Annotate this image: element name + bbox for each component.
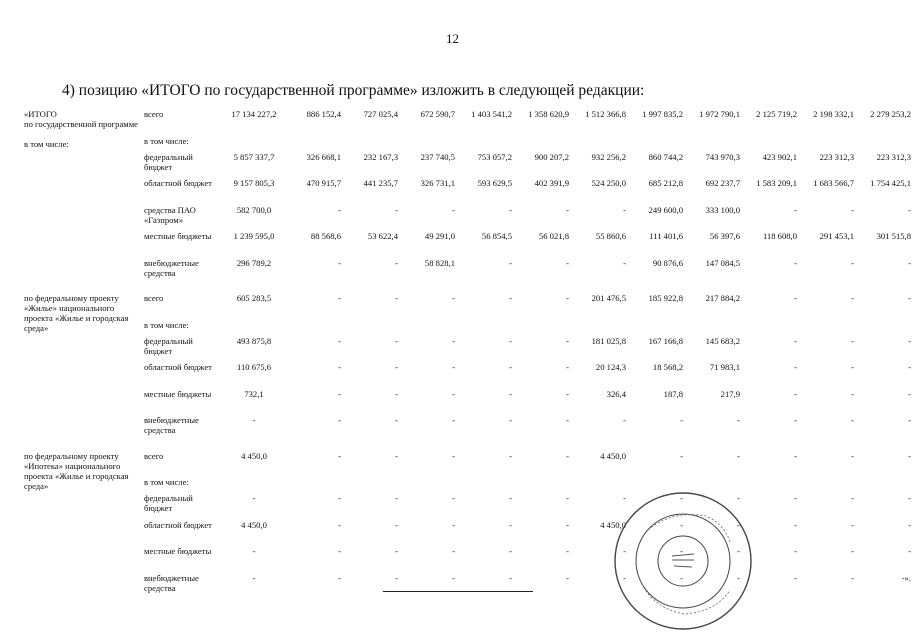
year-amount-cell: - — [851, 388, 854, 399]
amendment-heading: 4) позицию «ИТОГО по государственной программе» изложить в следующей редакции: — [62, 82, 645, 99]
year-amount-cell: - — [908, 415, 911, 425]
table-row — [24, 178, 913, 205]
year-amount-cell: - — [851, 293, 854, 303]
year-amount-cell: - — [680, 450, 683, 461]
year-amount-cell: 4 450,0 — [600, 450, 626, 461]
table-row — [24, 493, 913, 520]
year-amount-cell: - — [851, 204, 854, 215]
total-amount-cell — [222, 320, 286, 336]
year-amount-cell: 185 922,8 — [648, 293, 683, 303]
year-amount-cell: - — [908, 257, 911, 268]
year-amount-cell: 56 021,8 — [538, 231, 569, 241]
year-amount-cell: 223 312,3 — [876, 151, 911, 162]
total-amount-cell: - — [252, 572, 256, 583]
year-amount-cell: 56 854,5 — [481, 231, 512, 241]
year-amount-cell — [286, 320, 343, 336]
funding-source-label: федеральный бюджет — [144, 151, 193, 172]
funding-source-label: всего — [144, 109, 164, 119]
year-amount-cell: 53 622,4 — [367, 231, 398, 241]
year-amount-cell — [400, 136, 457, 152]
year-amount-cell: - — [908, 493, 911, 503]
year-amount-cell: - — [623, 546, 626, 556]
year-amount-cell: - — [395, 493, 398, 503]
year-amount-cell: 147 084,5 — [705, 257, 740, 268]
year-amount-cell: - — [338, 493, 341, 503]
year-amount-cell: - — [338, 204, 341, 215]
total-amount-cell: - — [252, 415, 256, 425]
total-amount-cell: 110 675,6 — [236, 362, 272, 372]
year-amount-cell: - — [794, 546, 797, 556]
year-amount-cell — [799, 477, 856, 493]
year-amount-cell: -». — [901, 572, 911, 583]
year-amount-cell: - — [737, 546, 740, 556]
year-amount-cell: - — [566, 415, 569, 425]
year-amount-cell: 1 583 209,1 — [756, 178, 797, 188]
signature-line — [383, 591, 533, 592]
year-amount-cell: - — [566, 519, 569, 530]
table-row — [24, 520, 913, 547]
year-amount-cell: - — [794, 362, 797, 372]
year-amount-cell — [799, 136, 856, 152]
year-amount-cell: 1 972 790,1 — [699, 109, 740, 119]
section-spacer — [24, 284, 913, 293]
year-amount-cell — [628, 320, 685, 336]
year-amount-cell: - — [908, 204, 911, 215]
year-amount-cell: - — [338, 450, 341, 461]
year-amount-cell: - — [623, 493, 626, 503]
year-amount-cell: - — [509, 546, 512, 556]
year-amount-cell: 1 754 425,1 — [870, 178, 911, 188]
year-amount-cell: 223 312,3 — [819, 151, 854, 162]
year-amount-cell: - — [338, 388, 341, 399]
year-amount-cell — [457, 477, 514, 493]
table-row — [24, 477, 913, 493]
year-amount-cell — [514, 320, 571, 336]
year-amount-cell: - — [566, 572, 569, 583]
total-amount-cell: 582 700,0 — [236, 204, 272, 215]
year-amount-cell — [343, 477, 400, 493]
year-amount-cell: 249 600,0 — [648, 204, 683, 215]
year-amount-cell: 201 476,5 — [591, 293, 626, 303]
year-amount-cell: - — [509, 257, 512, 268]
total-amount-cell: 493 875,8 — [236, 335, 272, 346]
year-amount-cell: - — [509, 415, 512, 425]
year-amount-cell: - — [851, 519, 854, 530]
funding-source-label: областной бюджет — [144, 178, 212, 188]
year-amount-cell: - — [737, 450, 740, 461]
year-amount-cell — [400, 320, 457, 336]
year-amount-cell: - — [680, 519, 683, 530]
year-amount-cell: - — [452, 493, 455, 503]
year-amount-cell: - — [566, 493, 569, 503]
year-amount-cell: - — [737, 493, 740, 503]
table-row — [24, 231, 913, 258]
year-amount-cell: - — [338, 293, 341, 303]
year-amount-cell: - — [566, 546, 569, 556]
year-amount-cell: 326,4 — [606, 388, 626, 399]
table-row — [24, 152, 913, 179]
year-amount-cell — [286, 477, 343, 493]
table-row — [24, 389, 913, 416]
year-amount-cell: 593 629,5 — [477, 178, 512, 188]
year-amount-cell: - — [851, 572, 854, 583]
year-amount-cell: - — [452, 388, 455, 399]
total-amount-cell: 732,1 — [244, 388, 264, 399]
year-amount-cell: 470 915,7 — [306, 178, 341, 188]
year-amount-cell: - — [680, 415, 683, 425]
year-amount-cell: - — [452, 572, 455, 583]
year-amount-cell: - — [395, 362, 398, 372]
funding-source-label: всего — [144, 293, 164, 303]
year-amount-cell: 1 997 835,2 — [642, 109, 683, 119]
total-amount-cell: 4 450,0 — [241, 450, 267, 461]
year-amount-cell: - — [395, 546, 398, 556]
year-amount-cell: - — [338, 335, 341, 346]
year-amount-cell: - — [452, 546, 455, 556]
table-row — [24, 336, 913, 363]
year-amount-cell: 692 237,7 — [705, 178, 740, 188]
year-amount-cell: - — [338, 519, 341, 530]
year-amount-cell: 237 740,5 — [420, 151, 455, 162]
year-amount-cell: 145 683,2 — [705, 335, 740, 346]
year-amount-cell: 217,9 — [720, 388, 740, 399]
year-amount-cell: - — [509, 335, 512, 346]
year-amount-cell: - — [509, 388, 512, 399]
year-amount-cell: - — [794, 415, 797, 425]
year-amount-cell — [685, 320, 742, 336]
year-amount-cell: - — [794, 204, 797, 215]
year-amount-cell — [514, 136, 571, 152]
year-amount-cell: - — [908, 388, 911, 399]
total-amount-cell: 17 134 227,2 — [231, 109, 277, 119]
year-amount-cell: - — [566, 335, 569, 346]
year-amount-cell — [742, 320, 799, 336]
funding-source-label: местные бюджеты — [144, 231, 212, 241]
year-amount-cell: 886 152,4 — [306, 109, 341, 119]
year-amount-cell: 56 397,6 — [709, 231, 740, 241]
year-amount-cell: 423 902,1 — [762, 151, 797, 162]
year-amount-cell: - — [338, 257, 341, 268]
year-amount-cell: - — [680, 546, 683, 556]
year-amount-cell: - — [566, 362, 569, 372]
year-amount-cell: - — [452, 204, 455, 215]
year-amount-cell: - — [395, 388, 398, 399]
year-amount-cell: - — [566, 257, 569, 268]
year-amount-cell: - — [794, 572, 797, 583]
year-amount-cell: 860 744,2 — [648, 151, 683, 162]
year-amount-cell: - — [737, 415, 740, 425]
year-amount-cell: - — [566, 293, 569, 303]
year-amount-cell: 58 828,1 — [424, 257, 455, 268]
protocol-department-stamp — [612, 490, 754, 632]
year-amount-cell: - — [566, 450, 569, 461]
total-amount-cell: 296 789,2 — [236, 257, 272, 268]
year-amount-cell: 441 235,7 — [363, 178, 398, 188]
year-amount-cell: 301 515,8 — [876, 231, 911, 241]
year-amount-cell: 2 125 719,2 — [756, 109, 797, 119]
year-amount-cell: - — [908, 519, 911, 530]
year-amount-cell: - — [737, 519, 740, 530]
year-amount-cell: - — [623, 257, 626, 268]
year-amount-cell: 291 453,1 — [819, 231, 854, 241]
year-amount-cell: - — [452, 519, 455, 530]
year-amount-cell: - — [908, 546, 911, 556]
year-amount-cell: - — [851, 335, 854, 346]
table-row — [24, 136, 913, 152]
page-number: 12 — [446, 31, 459, 46]
year-amount-cell: 71 983,1 — [709, 362, 740, 372]
year-amount-cell: - — [452, 362, 455, 372]
year-amount-cell: - — [509, 450, 512, 461]
table-row — [24, 362, 913, 389]
program-funding-table — [24, 109, 913, 599]
year-amount-cell — [628, 136, 685, 152]
year-amount-cell — [571, 320, 628, 336]
table-row — [24, 293, 913, 320]
year-amount-cell: - — [509, 493, 512, 503]
year-amount-cell: 90 876,6 — [652, 257, 683, 268]
year-amount-cell: - — [623, 415, 626, 425]
funding-source-label: областной бюджет — [144, 362, 212, 372]
year-amount-cell — [856, 477, 913, 493]
year-amount-cell: - — [908, 335, 911, 346]
total-amount-cell: 9 157 805,3 — [233, 178, 275, 188]
year-amount-cell: - — [737, 572, 740, 583]
year-amount-cell: - — [509, 293, 512, 303]
year-amount-cell: 672 590,7 — [420, 109, 455, 119]
funding-source-label: местные бюджеты — [144, 388, 212, 399]
year-amount-cell: - — [338, 362, 341, 372]
year-amount-cell: - — [509, 362, 512, 372]
total-amount-cell: 5 857 337,7 — [233, 151, 275, 162]
year-amount-cell: 187,8 — [663, 388, 683, 399]
year-amount-cell: - — [908, 293, 911, 303]
section-name: «ИТОГО по государственной программе в том числе: — [24, 109, 138, 149]
year-amount-cell: - — [794, 519, 797, 530]
table-row — [24, 451, 913, 478]
funding-source-label: внебюджетные средства — [144, 415, 199, 435]
year-amount-cell: - — [566, 388, 569, 399]
year-amount-cell: 217 884,2 — [705, 293, 740, 303]
year-amount-cell: 743 970,3 — [705, 151, 740, 162]
year-amount-cell: - — [851, 415, 854, 425]
year-amount-cell: - — [395, 415, 398, 425]
year-amount-cell: 181 025,8 — [591, 335, 626, 346]
table-row — [24, 258, 913, 285]
funding-source-label: федеральный бюджет — [144, 335, 193, 356]
year-amount-cell: - — [395, 257, 398, 268]
year-amount-cell: 524 250,0 — [591, 178, 626, 188]
year-amount-cell: 402 391,9 — [534, 178, 569, 188]
table-row — [24, 415, 913, 442]
year-amount-cell: - — [851, 362, 854, 372]
total-amount-cell — [222, 477, 286, 493]
funding-source-label: федеральный бюджет — [144, 493, 193, 513]
year-amount-cell — [343, 136, 400, 152]
funding-source-label: всего — [144, 450, 164, 461]
table-row — [24, 546, 913, 573]
year-amount-cell — [799, 320, 856, 336]
year-amount-cell: 232 167,3 — [363, 151, 398, 162]
funding-source-label: внебюджетные средства — [144, 572, 199, 593]
year-amount-cell: 167 166,8 — [648, 335, 683, 346]
year-amount-cell: - — [395, 450, 398, 461]
table-row — [24, 573, 913, 600]
year-amount-cell: 326 731,1 — [420, 178, 455, 188]
total-amount-cell: 4 450,0 — [241, 519, 267, 530]
year-amount-cell: 55 860,6 — [595, 231, 626, 241]
year-amount-cell: - — [395, 572, 398, 583]
year-amount-cell: 1 403 541,2 — [471, 109, 512, 119]
year-amount-cell: 1 683 566,7 — [813, 178, 854, 188]
year-amount-cell: - — [794, 335, 797, 346]
year-amount-cell: 1 358 620,9 — [528, 109, 569, 119]
year-amount-cell — [286, 136, 343, 152]
year-amount-cell — [457, 136, 514, 152]
funding-source-label: местные бюджеты — [144, 546, 212, 556]
year-amount-cell — [571, 136, 628, 152]
year-amount-cell: 900 207,2 — [534, 151, 569, 162]
year-amount-cell: 326 668,1 — [306, 151, 341, 162]
year-amount-cell: - — [395, 519, 398, 530]
year-amount-cell: 18 568,2 — [652, 362, 683, 372]
year-amount-cell — [400, 477, 457, 493]
year-amount-cell: - — [794, 450, 797, 461]
year-amount-cell — [343, 320, 400, 336]
year-amount-cell: - — [452, 293, 455, 303]
year-amount-cell: - — [566, 204, 569, 215]
year-amount-cell — [514, 477, 571, 493]
year-amount-cell: - — [851, 546, 854, 556]
year-amount-cell: - — [908, 362, 911, 372]
year-amount-cell: - — [452, 450, 455, 461]
section-name: по федеральному проекту «Ипотека» национального проекта «Жилье и городская среда» — [24, 450, 129, 491]
year-amount-cell: 2 198 332,1 — [813, 109, 854, 119]
year-amount-cell: - — [680, 572, 683, 583]
year-amount-cell: 1 512 366,8 — [585, 109, 626, 119]
year-amount-cell: - — [338, 546, 341, 556]
year-amount-cell: 727 025,4 — [363, 109, 398, 119]
year-amount-cell — [856, 320, 913, 336]
year-amount-cell: 49 291,0 — [424, 231, 455, 241]
funding-source-label: областной бюджет — [144, 519, 212, 530]
year-amount-cell: - — [509, 572, 512, 583]
section-name: по федеральному проекту «Жилье» национального проекта «Жилье и городская среда» — [24, 293, 129, 333]
year-amount-cell: 2 279 253,2 — [870, 109, 911, 119]
year-amount-cell: - — [794, 293, 797, 303]
year-amount-cell: 932 256,2 — [591, 151, 626, 162]
year-amount-cell: - — [395, 335, 398, 346]
funding-source-label: средства ПАО «Газпром» — [144, 204, 196, 225]
funding-source-label: в том числе: — [144, 477, 189, 487]
funding-source-label: в том числе: — [144, 319, 189, 330]
total-amount-cell: 1 239 595,0 — [233, 231, 275, 241]
total-amount-cell: - — [252, 546, 256, 556]
section-spacer — [24, 442, 913, 451]
year-amount-cell: 333 100,0 — [705, 204, 740, 215]
table-row — [24, 109, 913, 136]
year-amount-cell: - — [794, 388, 797, 399]
year-amount-cell: - — [452, 415, 455, 425]
year-amount-cell: - — [794, 257, 797, 268]
year-amount-cell: 111 401,6 — [649, 231, 683, 241]
year-amount-cell: - — [851, 257, 854, 268]
year-amount-cell: 118 608,0 — [762, 231, 797, 241]
year-amount-cell — [457, 320, 514, 336]
year-amount-cell — [685, 136, 742, 152]
year-amount-cell: - — [623, 572, 626, 583]
year-amount-cell: - — [851, 493, 854, 503]
table-row — [24, 205, 913, 232]
year-amount-cell: - — [623, 204, 626, 215]
year-amount-cell: - — [395, 204, 398, 215]
year-amount-cell: 20 124,3 — [595, 362, 626, 372]
total-amount-cell — [222, 136, 286, 152]
year-amount-cell: - — [509, 204, 512, 215]
year-amount-cell: 753 057,2 — [477, 151, 512, 162]
year-amount-cell: 685 212,8 — [648, 178, 683, 188]
year-amount-cell: 88 568,6 — [310, 231, 341, 241]
year-amount-cell: - — [794, 493, 797, 503]
funding-source-label: в том числе: — [144, 135, 189, 146]
year-amount-cell: - — [338, 572, 341, 583]
table-row — [24, 320, 913, 336]
year-amount-cell — [856, 136, 913, 152]
total-amount-cell: - — [252, 493, 256, 503]
funding-source-label: внебюджетные средства — [144, 257, 199, 278]
year-amount-cell: - — [908, 450, 911, 461]
year-amount-cell: - — [851, 450, 854, 461]
year-amount-cell: - — [509, 519, 512, 530]
year-amount-cell: - — [452, 335, 455, 346]
year-amount-cell — [742, 136, 799, 152]
year-amount-cell: - — [338, 415, 341, 425]
year-amount-cell: - — [395, 293, 398, 303]
year-amount-cell: 4 450,0 — [600, 519, 626, 530]
total-amount-cell: 605 283,5 — [236, 293, 272, 303]
year-amount-cell: - — [680, 493, 683, 503]
